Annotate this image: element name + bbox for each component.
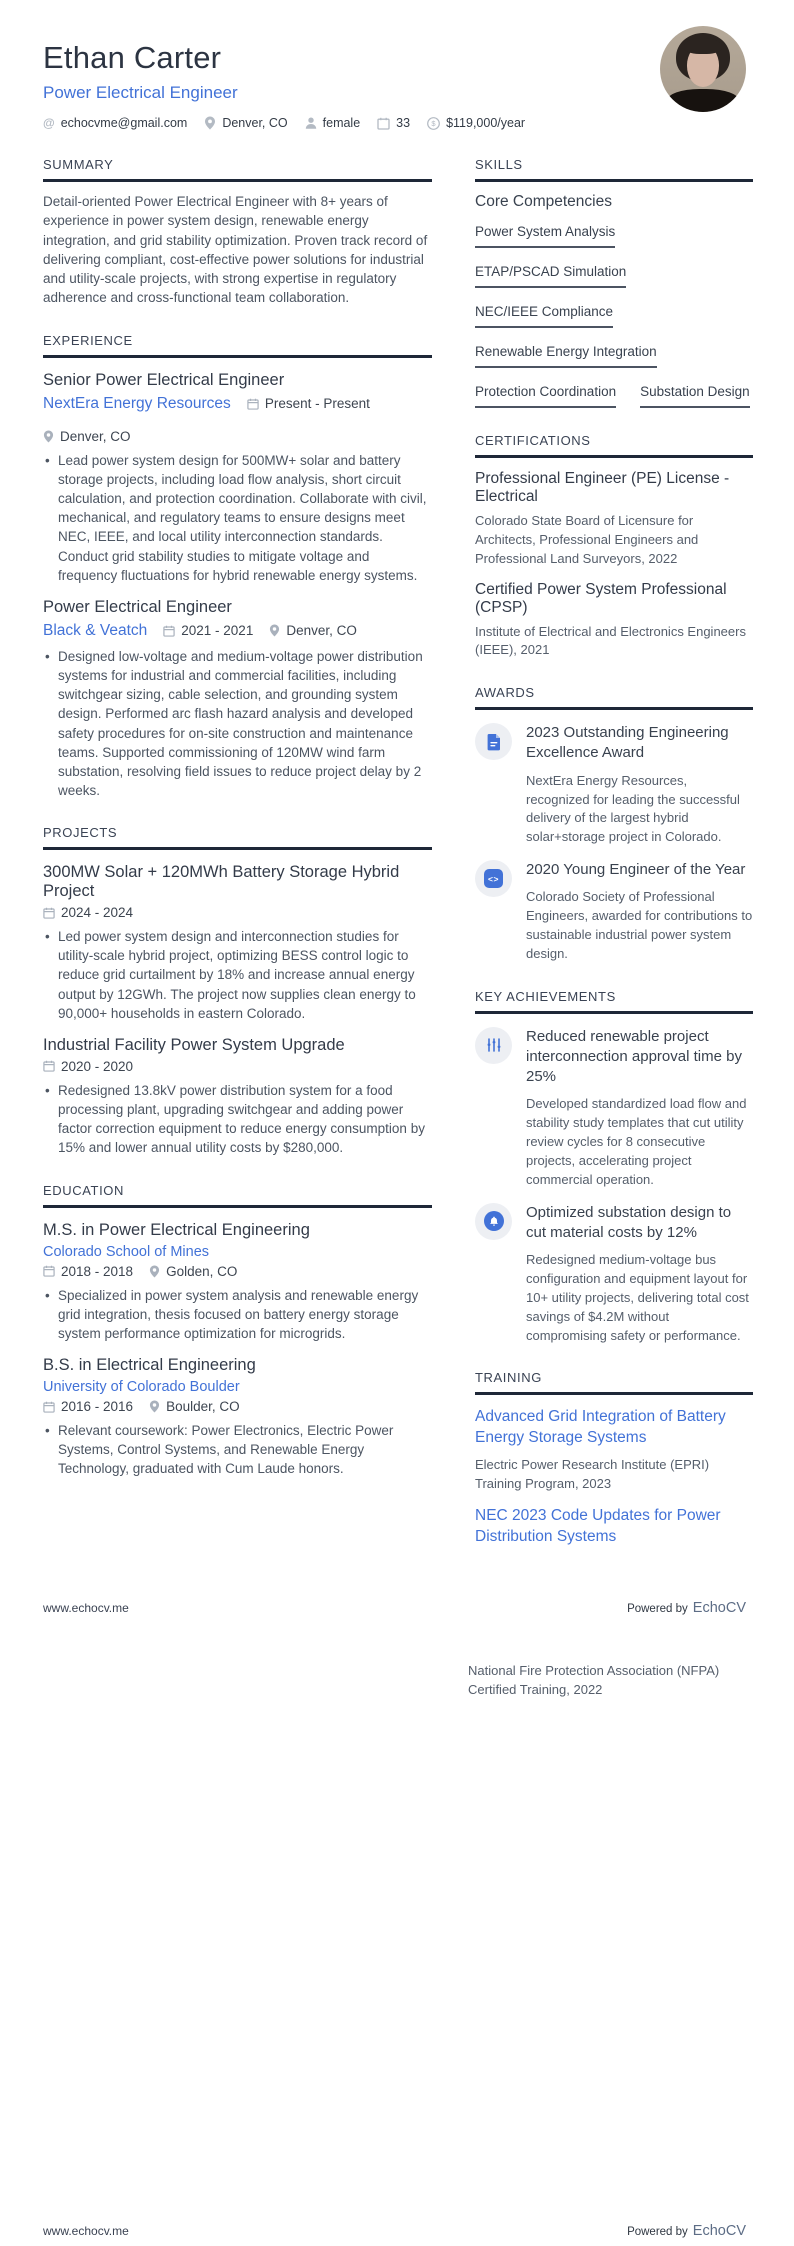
- school-link[interactable]: University of Colorado Boulder: [43, 1379, 240, 1395]
- calendar-icon: [247, 398, 259, 410]
- experience-meta: [43, 622, 432, 640]
- skill-item: Protection Coordination: [475, 384, 616, 408]
- award-description: NextEra Energy Resources, recognized for leading the successful delivery of the largest hybrid solar+storage project in Colorado.: [526, 772, 740, 845]
- education-location: [149, 1264, 237, 1279]
- summary-heading: SUMMARY: [43, 157, 432, 182]
- section-training: [475, 1370, 753, 1547]
- calendar-icon: [377, 117, 390, 130]
- experience-heading: EXPERIENCE: [43, 333, 432, 358]
- code-icon: [475, 860, 512, 897]
- powered-by-text: Powered by: [627, 2226, 688, 2238]
- achievement-item: [475, 1027, 753, 1190]
- training-item: [475, 1407, 753, 1494]
- achievement-body: [526, 1027, 753, 1190]
- contact-email: [43, 116, 187, 130]
- contact-gender: [305, 116, 361, 130]
- project-bullet: • Redesigned 13.8kV power distribution system for a food processing plant, upgrading switchgear and adding power factor correction equipment to reduce energy consumption by 15% and lower annual utility costs by $280,000.: [43, 1081, 432, 1158]
- project-meta: [43, 905, 432, 920]
- contact-row: [43, 116, 525, 130]
- experience-bullet: • Designed low-voltage and medium-voltage power distribution systems for industrial and commercial facilities, including switchgear sizing, cable selection, and grounding system design. Performed arc flash hazard analysis and developed safety procedures for on-site construction and maintenance teams. Supported commissioning of 120MW wind farm substation, resolving field issues to reduce project delay by 2 weeks.: [43, 647, 432, 800]
- project-dates-text: 2020 - 2020: [61, 1058, 134, 1074]
- photo-shoulders-shape: [667, 89, 739, 112]
- sliders-icon: [475, 1027, 512, 1064]
- experience-location-text: Denver, CO: [60, 428, 131, 444]
- experience-item: [43, 598, 432, 800]
- experience-meta: [43, 395, 432, 444]
- echocv-brand-link[interactable]: EchoCV: [692, 1599, 746, 1616]
- project-name: Industrial Facility Power System Upgrade: [43, 1035, 345, 1054]
- header: [0, 0, 794, 130]
- dollar-circle-icon: [427, 117, 440, 130]
- header-identity: [43, 26, 525, 130]
- calendar-icon: [43, 1401, 55, 1413]
- education-meta: [43, 1264, 432, 1279]
- experience-location-text: Denver, CO: [286, 623, 357, 639]
- location-pin-icon: [204, 116, 216, 130]
- section-education: [43, 1183, 432, 1479]
- contact-gender-text: female: [322, 116, 361, 130]
- award-item: [475, 723, 753, 847]
- key-achievements-heading: KEY ACHIEVEMENTS: [475, 989, 753, 1014]
- experience-item: [43, 371, 432, 585]
- education-dates: [43, 1399, 133, 1414]
- section-awards: [475, 685, 753, 964]
- award-item: [475, 860, 753, 964]
- page1-footer: [0, 1599, 794, 1617]
- certification-issuer: Institute of Electrical and Electronics Engineers (IEEE), 2021: [475, 623, 746, 658]
- education-bullets: [43, 1421, 432, 1478]
- left-column: [43, 157, 432, 1573]
- section-projects: [43, 825, 432, 1157]
- section-experience: [43, 333, 432, 800]
- education-location-text: Boulder, CO: [166, 1399, 240, 1414]
- education-bullet: • Specialized in power system analysis and renewable energy grid integration, thesis focused on battery energy storage system performance optimization for microgrids.: [43, 1286, 432, 1343]
- certification-name: Professional Engineer (PE) License - Electrical: [475, 470, 730, 505]
- project-bullet: • Led power system design and interconnection studies for utility-scale hybrid project, optimizing BESS control logic to reduce grid curtailment by 18% and increase annual energy output by 12GWh. The project now supplies clean energy to 90,000+ households in eastern Colorado.: [43, 927, 432, 1023]
- achievement-title: Optimized substation design to cut material costs by 12%: [526, 1203, 732, 1241]
- contact-salary: [427, 116, 525, 130]
- experience-role: Senior Power Electrical Engineer: [43, 370, 285, 389]
- education-location-text: Golden, CO: [166, 1263, 238, 1279]
- project-bullets: [43, 927, 432, 1023]
- training-org: Electric Power Research Institute (EPRI) Training Program, 2023: [475, 1457, 710, 1492]
- person-name: Ethan Carter: [43, 40, 222, 75]
- email-at-icon: @: [43, 116, 55, 130]
- awards-heading: AWARDS: [475, 685, 753, 710]
- experience-dates: [247, 396, 370, 411]
- section-certifications: [475, 433, 753, 660]
- site-url-link[interactable]: www.echocv.me: [43, 1600, 129, 1615]
- project-dates: [43, 1059, 133, 1074]
- contact-salary-text: $119,000/year: [446, 116, 526, 130]
- achievement-description: Redesigned medium-voltage bus configuration and equipment layout for 10+ utility projects, delivering total cost savings of $4.2M without compromising safety or performance.: [526, 1252, 749, 1343]
- award-body: [526, 723, 753, 847]
- education-meta: [43, 1399, 432, 1414]
- experience-role: Power Electrical Engineer: [43, 597, 232, 616]
- education-item: [43, 1356, 432, 1478]
- location-pin-icon: [149, 1400, 160, 1413]
- award-description: Colorado Society of Professional Engineers, awarded for contributions to sustainable industrial power system design.: [526, 889, 753, 961]
- degree-name: B.S. in Electrical Engineering: [43, 1356, 256, 1374]
- project-bullets: [43, 1081, 432, 1158]
- education-item: [43, 1221, 432, 1343]
- person-icon: [305, 117, 317, 130]
- education-location: [149, 1399, 240, 1414]
- education-bullets: [43, 1286, 432, 1343]
- experience-bullet: • Lead power system design for 500MW+ solar and battery storage projects, including load flow analysis, short circuit calculation, and protection coordination. Collaborate with civil, mechanical, and regulatory teams to ensure designs meet NEC, IEEE, and local utility interconnection standards. Conduct grid stability studies to mitigate voltage and frequency fluctuations for hybrid renewable energy systems.: [43, 451, 432, 585]
- calendar-icon: [43, 907, 55, 919]
- powered-by: [627, 2222, 746, 2240]
- project-item: [43, 863, 432, 1023]
- experience-bullets: [43, 647, 432, 800]
- svg-text:$: $: [431, 118, 436, 128]
- certification-item: [475, 470, 753, 569]
- project-dates: [43, 905, 133, 920]
- certification-item: [475, 581, 753, 661]
- education-dates-text: 2016 - 2016: [61, 1399, 134, 1414]
- experience-location: [43, 429, 131, 444]
- experience-dates-text: 2021 - 2021: [181, 623, 254, 639]
- education-dates-text: 2018 - 2018: [61, 1263, 134, 1279]
- site-url-link[interactable]: www.echocv.me: [43, 2224, 129, 2238]
- person-job-title: Power Electrical Engineer: [43, 83, 238, 102]
- skill-item: Renewable Energy Integration: [475, 344, 657, 368]
- achievement-title: Reduced renewable project interconnection approval time by 25%: [526, 1027, 742, 1086]
- project-dates-text: 2024 - 2024: [61, 905, 134, 921]
- location-pin-icon: [149, 1265, 160, 1278]
- powered-by-text: Powered by: [627, 1602, 688, 1615]
- photo-fringe-shape: [684, 38, 722, 54]
- award-body: [526, 860, 753, 964]
- training-item: [475, 1506, 753, 1548]
- calendar-icon: [43, 1265, 55, 1277]
- section-key-achievements: [475, 989, 753, 1346]
- contact-age: [377, 116, 410, 130]
- experience-dates: [163, 623, 253, 638]
- degree-name: M.S. in Power Electrical Engineering: [43, 1220, 310, 1239]
- project-name: 300MW Solar + 120MWh Battery Storage Hybrid Project: [43, 863, 400, 901]
- skills-group-title: Core Competencies: [475, 193, 612, 210]
- experience-dates-text: Present - Present: [264, 396, 370, 412]
- echocv-brand-link[interactable]: EchoCV: [692, 2223, 746, 2239]
- skill-item: ETAP/PSCAD Simulation: [475, 264, 626, 288]
- education-heading: EDUCATION: [43, 1183, 432, 1208]
- section-summary: [43, 157, 432, 308]
- project-item: [43, 1036, 432, 1158]
- project-meta: [43, 1059, 432, 1074]
- skills-heading: SKILLS: [475, 157, 753, 182]
- bell-icon: [475, 1203, 512, 1240]
- training-heading: TRAINING: [475, 1370, 753, 1395]
- achievement-item: [475, 1203, 753, 1346]
- skills-list: [475, 224, 753, 408]
- contact-email-text: echocvme@gmail.com: [60, 116, 188, 130]
- code-badge-glyph: [484, 869, 503, 888]
- education-dates: [43, 1264, 133, 1279]
- award-title: 2020 Young Engineer of the Year: [526, 861, 746, 879]
- training-course-link[interactable]: NEC 2023 Code Updates for Power Distribution Systems: [475, 1506, 721, 1545]
- achievement-description: Developed standardized load flow and stability study templates that cut utility review cycles for 8 consecutive projects, accelerating project commercial operation.: [526, 1096, 747, 1187]
- training-course-link[interactable]: Advanced Grid Integration of Battery Energy Storage Systems: [475, 1408, 726, 1447]
- company-link[interactable]: Black & Veatch: [43, 621, 148, 639]
- contact-location-text: Denver, CO: [222, 116, 288, 130]
- certification-issuer: Colorado State Board of Licensure for Architects, Professional Engineers and Professional Land Surveyors, 2022: [475, 513, 699, 566]
- achievement-body: [526, 1203, 753, 1346]
- education-bullet: • Relevant coursework: Power Electronics, Electric Power Systems, Control Systems, and Renewable Energy Technology, graduated with Cum Laude honors.: [43, 1421, 432, 1478]
- powered-by: [627, 1599, 746, 1617]
- certifications-heading: CERTIFICATIONS: [475, 433, 753, 458]
- location-pin-icon: [43, 430, 54, 443]
- award-title: 2023 Outstanding Engineering Excellence Award: [526, 724, 729, 762]
- profile-photo: [660, 26, 746, 112]
- contact-age-text: 33: [396, 116, 411, 130]
- summary-text: Detail-oriented Power Electrical Engineer with 8+ years of experience in power system design, renewable energy integration, and grid stability optimization. Proven track record of delivering compliant, cost-effective power solutions for industrial and utility-scale projects, with strong expertise in regulatory adherence and cross-functional team collaboration.: [43, 194, 428, 306]
- bell-badge: [484, 1211, 504, 1231]
- certification-name: Certified Power System Professional (CPSP): [475, 580, 727, 616]
- page2-footer: [0, 2222, 794, 2240]
- projects-heading: PROJECTS: [43, 825, 432, 850]
- location-pin-icon: [269, 624, 280, 637]
- calendar-icon: [43, 1060, 55, 1072]
- company-link[interactable]: NextEra Energy Resources: [43, 394, 231, 412]
- experience-location: [269, 623, 357, 638]
- school-link[interactable]: Colorado School of Mines: [43, 1243, 210, 1260]
- content-columns: [0, 157, 794, 1573]
- skill-item: Substation Design: [640, 384, 750, 408]
- section-skills: [475, 157, 753, 408]
- calendar-icon: [163, 625, 175, 637]
- experience-bullets: [43, 451, 432, 585]
- skill-item: NEC/IEEE Compliance: [475, 304, 613, 328]
- document-icon: [475, 723, 512, 760]
- skill-item: Power System Analysis: [475, 224, 615, 248]
- training-overflow-org: National Fire Protection Association (NFPA) Certified Training, 2022: [468, 1662, 720, 1698]
- right-column: [475, 157, 753, 1573]
- contact-location: [204, 116, 287, 130]
